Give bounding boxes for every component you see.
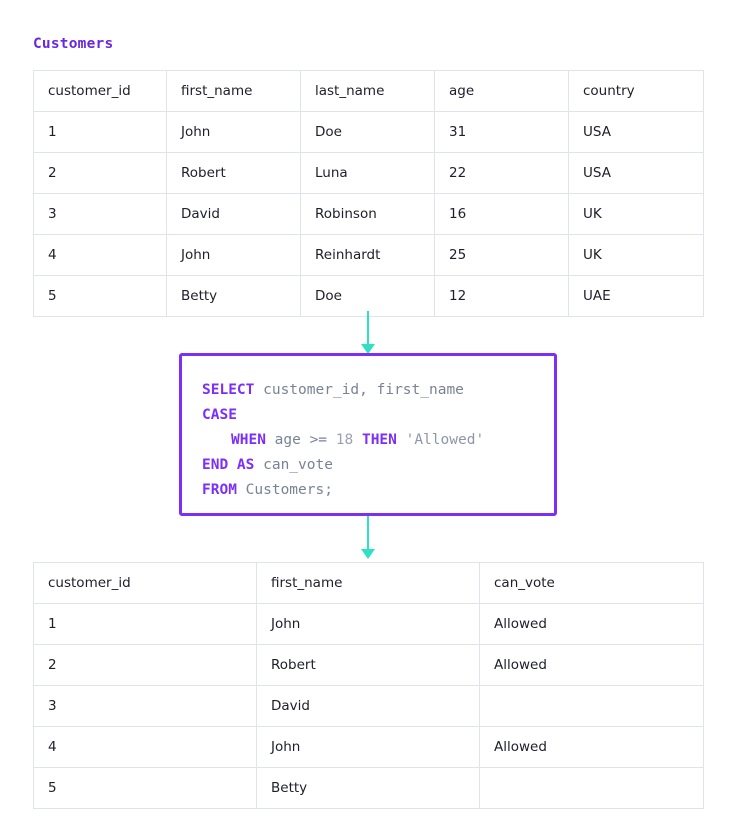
table-row (34, 194, 704, 235)
table-header-row (34, 71, 704, 112)
table-cell: 5 (34, 768, 257, 809)
table-cell: Betty (257, 768, 480, 809)
table-cell: USA (569, 112, 704, 153)
table-cell: UK (569, 194, 704, 235)
table-cell: Robert (167, 153, 301, 194)
table-cell: Allowed (480, 727, 704, 768)
table-cell: Robert (257, 645, 480, 686)
arrow-down-icon (367, 311, 369, 345)
column-header: last_name (301, 71, 435, 112)
column-header: country (569, 71, 704, 112)
table-cell: Allowed (480, 604, 704, 645)
column-header: can_vote (480, 563, 704, 604)
table-cell: UAE (569, 276, 704, 317)
table-cell: Betty (167, 276, 301, 317)
table-cell (480, 686, 704, 727)
table-row (34, 727, 704, 768)
table-row (34, 686, 704, 727)
customers-table (33, 70, 704, 317)
table-cell: John (167, 235, 301, 276)
table-cell: 22 (435, 153, 569, 194)
table-cell: David (167, 194, 301, 235)
table-cell: 4 (34, 727, 257, 768)
table-cell: 2 (34, 153, 167, 194)
result-table (33, 562, 704, 809)
table-cell: Doe (301, 276, 435, 317)
table-cell: John (257, 604, 480, 645)
column-header: first_name (257, 563, 480, 604)
table-header-row (34, 563, 704, 604)
column-header: customer_id (34, 71, 167, 112)
table-cell: 3 (34, 686, 257, 727)
arrowhead-icon (361, 549, 375, 559)
table-cell: 31 (435, 112, 569, 153)
column-header: age (435, 71, 569, 112)
table-cell: 3 (34, 194, 167, 235)
table-cell: UK (569, 235, 704, 276)
table-cell: Reinhardt (301, 235, 435, 276)
sql-query-text: SELECT customer_id, first_name CASE WHEN age >= 18 THEN 'Allowed' END AS can_vote FROM Customers; (202, 382, 485, 498)
table-cell: Doe (301, 112, 435, 153)
table-row (34, 645, 704, 686)
table-cell: 1 (34, 604, 257, 645)
table-cell: 2 (34, 645, 257, 686)
table-cell: David (257, 686, 480, 727)
table-cell: Luna (301, 153, 435, 194)
table-cell: 1 (34, 112, 167, 153)
table-row (34, 112, 704, 153)
table-cell: 25 (435, 235, 569, 276)
table-cell: John (167, 112, 301, 153)
table-row (34, 604, 704, 645)
table-cell: 4 (34, 235, 167, 276)
arrow-down-icon (367, 516, 369, 550)
table-cell: Robinson (301, 194, 435, 235)
table-cell (480, 768, 704, 809)
sql-query-box (179, 353, 557, 516)
table-cell: 16 (435, 194, 569, 235)
table-cell: John (257, 727, 480, 768)
table-cell: Allowed (480, 645, 704, 686)
column-header: first_name (167, 71, 301, 112)
table-row (34, 768, 704, 809)
table-cell: USA (569, 153, 704, 194)
table-cell: 12 (435, 276, 569, 317)
column-header: customer_id (34, 563, 257, 604)
table-cell: 5 (34, 276, 167, 317)
page-title: Customers (33, 36, 114, 52)
table-row (34, 235, 704, 276)
table-row (34, 153, 704, 194)
